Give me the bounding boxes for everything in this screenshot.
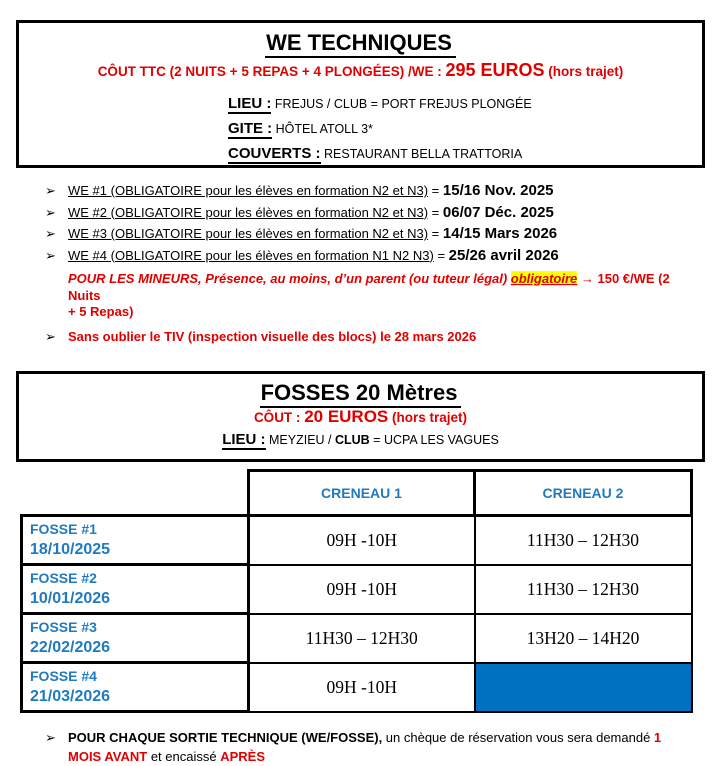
fosse1-creneau1-cell: 09H -10H — [249, 516, 475, 565]
fosses-box-title — [19, 380, 702, 406]
arrow-bullet-icon: ➢ — [45, 183, 56, 198]
fosse4-creneau1-cell: 09H -10H — [249, 663, 475, 712]
we-bullet-item-3 — [45, 223, 720, 245]
gite-label: GITE : — [228, 120, 273, 137]
we-bullet-item-1 — [45, 180, 720, 202]
we3-date: 14/15 Mars 2026 — [442, 225, 558, 242]
table-row-fosse-4 — [22, 663, 692, 712]
couverts-line — [228, 145, 702, 163]
minors-price-line2: + 5 Repas) — [68, 304, 134, 319]
table-row-fosse-3 — [22, 614, 692, 663]
we1-text — [68, 180, 554, 202]
couverts-value: RESTAURANT BELLA TRATTORIA — [320, 147, 523, 161]
we-cost-line — [19, 59, 702, 83]
fosse2-label-cell — [22, 565, 249, 614]
fosses-lieu-rest: = UCPA LES VAGUES — [369, 433, 499, 447]
fosse2-name: FOSSE #2 — [30, 570, 97, 586]
fosse3-creneau2-cell: 13H20 – 14H20 — [475, 614, 692, 663]
fosses-schedule-table — [20, 469, 693, 713]
reservation-footnote — [45, 728, 720, 766]
tiv-note-text: Sans oublier le TIV (inspection visuelle des blocs) le 28 mars 2026 — [68, 328, 477, 344]
we3-underlined: WE #3 (OBLIGATOIRE pour les élèves en formation N2 et N3) — [68, 226, 429, 241]
fosse2-creneau1-cell: 09H -10H — [249, 565, 475, 614]
we-techniques-box — [16, 20, 705, 168]
table-corner-empty-cell — [22, 471, 249, 516]
lieu-line — [228, 95, 702, 113]
fosse1-creneau2-cell: 11H30 – 12H30 — [475, 516, 692, 565]
fosse4-date: 21/03/2026 — [30, 688, 111, 705]
fosses-lieu-label: LIEU : — [222, 431, 266, 448]
lieu-value: FREJUS / CLUB = PORT FREJUS PLONGÉE — [271, 97, 532, 111]
fosse3-creneau1-cell: 11H30 – 12H30 — [249, 614, 475, 663]
fosses-box — [16, 371, 705, 462]
gite-value: HÔTEL ATOLL 3* — [272, 122, 373, 136]
fosse4-creneau2-cell-filled — [475, 663, 692, 712]
we2-eq: = — [428, 204, 443, 220]
lieu-label: LIEU : — [228, 95, 272, 112]
we-cost-amount: 295 EUROS — [445, 60, 545, 80]
we-cost-prefix: CÔUT TTC (2 NUITS + 5 REPAS + 4 PLONGÉES) /WE : — [97, 64, 446, 79]
fosses-cost-suffix: (hors trajet) — [388, 410, 468, 425]
fosse2-creneau2-cell: 11H30 – 12H30 — [475, 565, 692, 614]
we4-date: 25/26 avril 2026 — [448, 246, 559, 264]
we-info-block — [228, 95, 702, 163]
we4-text — [68, 245, 559, 267]
we2-underlined: WE #2 (OBLIGATOIRE pour les élèves en formation N2 et N3) — [68, 204, 429, 220]
arrow-bullet-icon: ➢ — [45, 247, 56, 263]
gite-line — [228, 120, 702, 138]
we-box-title — [19, 30, 702, 56]
we2-date: 06/07 Déc. 2025 — [442, 203, 554, 221]
header-creneau-1: CRENEAU 1 — [249, 471, 475, 516]
fosse3-label-cell — [22, 614, 249, 663]
footnote-normal-1: un chèque de réservation vous sera demandé — [382, 730, 654, 745]
fosse1-label-cell — [22, 516, 249, 565]
reservation-footnote-text — [68, 728, 693, 766]
fosse4-label-cell — [22, 663, 249, 712]
we4-eq: = — [433, 247, 449, 263]
we-bullet-item-4 — [45, 245, 720, 267]
fosses-lieu-mid: MEYZIEU / — [265, 433, 335, 447]
we-bullet-list — [0, 180, 720, 347]
fosses-box-title-text: FOSSES 20 Mètres — [260, 380, 462, 408]
footnote-normal-2: et encaissé — [147, 749, 221, 764]
we1-eq: = — [428, 183, 443, 198]
fosse2-date: 10/01/2026 — [30, 590, 111, 607]
footnote-red-1: 1 MOIS AVANT — [68, 730, 662, 764]
we4-underlined: WE #4 (OBLIGATOIRE pour les élèves en formation N1 N2 N3) — [68, 247, 434, 263]
fosse3-date: 22/02/2026 — [30, 639, 111, 656]
fosse1-name: FOSSE #1 — [30, 521, 97, 537]
arrow-bullet-icon: ➢ — [45, 328, 56, 344]
we3-eq: = — [428, 226, 443, 241]
fosses-cost-amount: 20 EUROS — [304, 407, 389, 426]
footnote-red-2: APRÈS — [220, 749, 265, 764]
minors-italic-text: POUR LES MINEURS, Présence, au moins, d’un parent (ou tuteur légal) — [68, 271, 511, 286]
minors-highlight-obligatoire: obligatoire — [510, 271, 578, 286]
we2-text — [68, 202, 554, 224]
couverts-label: COUVERTS : — [228, 145, 321, 162]
fosse3-name: FOSSE #3 — [30, 619, 97, 635]
minors-price-line1: 150 €/WE (2 Nuits — [68, 271, 670, 303]
we1-underlined: WE #1 (OBLIGATOIRE pour les élèves en formation N2 et N3) — [68, 183, 429, 198]
fosses-club-word: CLUB — [334, 433, 370, 447]
table-header-row — [22, 471, 692, 516]
we-box-title-text: WE TECHNIQUES — [265, 30, 456, 58]
fosses-lieu-line — [19, 431, 702, 448]
we1-date: 15/16 Nov. 2025 — [442, 182, 554, 199]
we-bullet-item-2 — [45, 202, 720, 224]
fosses-cost-line — [19, 406, 702, 429]
fosse4-name: FOSSE #4 — [30, 668, 97, 684]
arrow-bullet-icon: ➢ — [45, 730, 56, 745]
arrow-bullet-icon: ➢ — [45, 204, 56, 220]
footnote-bold-part: POUR CHAQUE SORTIE TECHNIQUE (WE/FOSSE), — [68, 730, 383, 745]
fosse1-date: 18/10/2025 — [30, 541, 111, 558]
header-creneau-2: CRENEAU 2 — [475, 471, 692, 516]
we-cost-suffix: (hors trajet) — [544, 64, 624, 79]
table-row-fosse-2 — [22, 565, 692, 614]
we3-text — [68, 223, 557, 245]
tiv-note — [45, 326, 720, 348]
arrow-bullet-icon: ➢ — [45, 226, 56, 241]
minors-arrow-icon: → — [577, 271, 598, 286]
minors-note — [68, 271, 690, 321]
fosses-cost-prefix: CÔUT : — [253, 410, 305, 425]
table-row-fosse-1 — [22, 516, 692, 565]
